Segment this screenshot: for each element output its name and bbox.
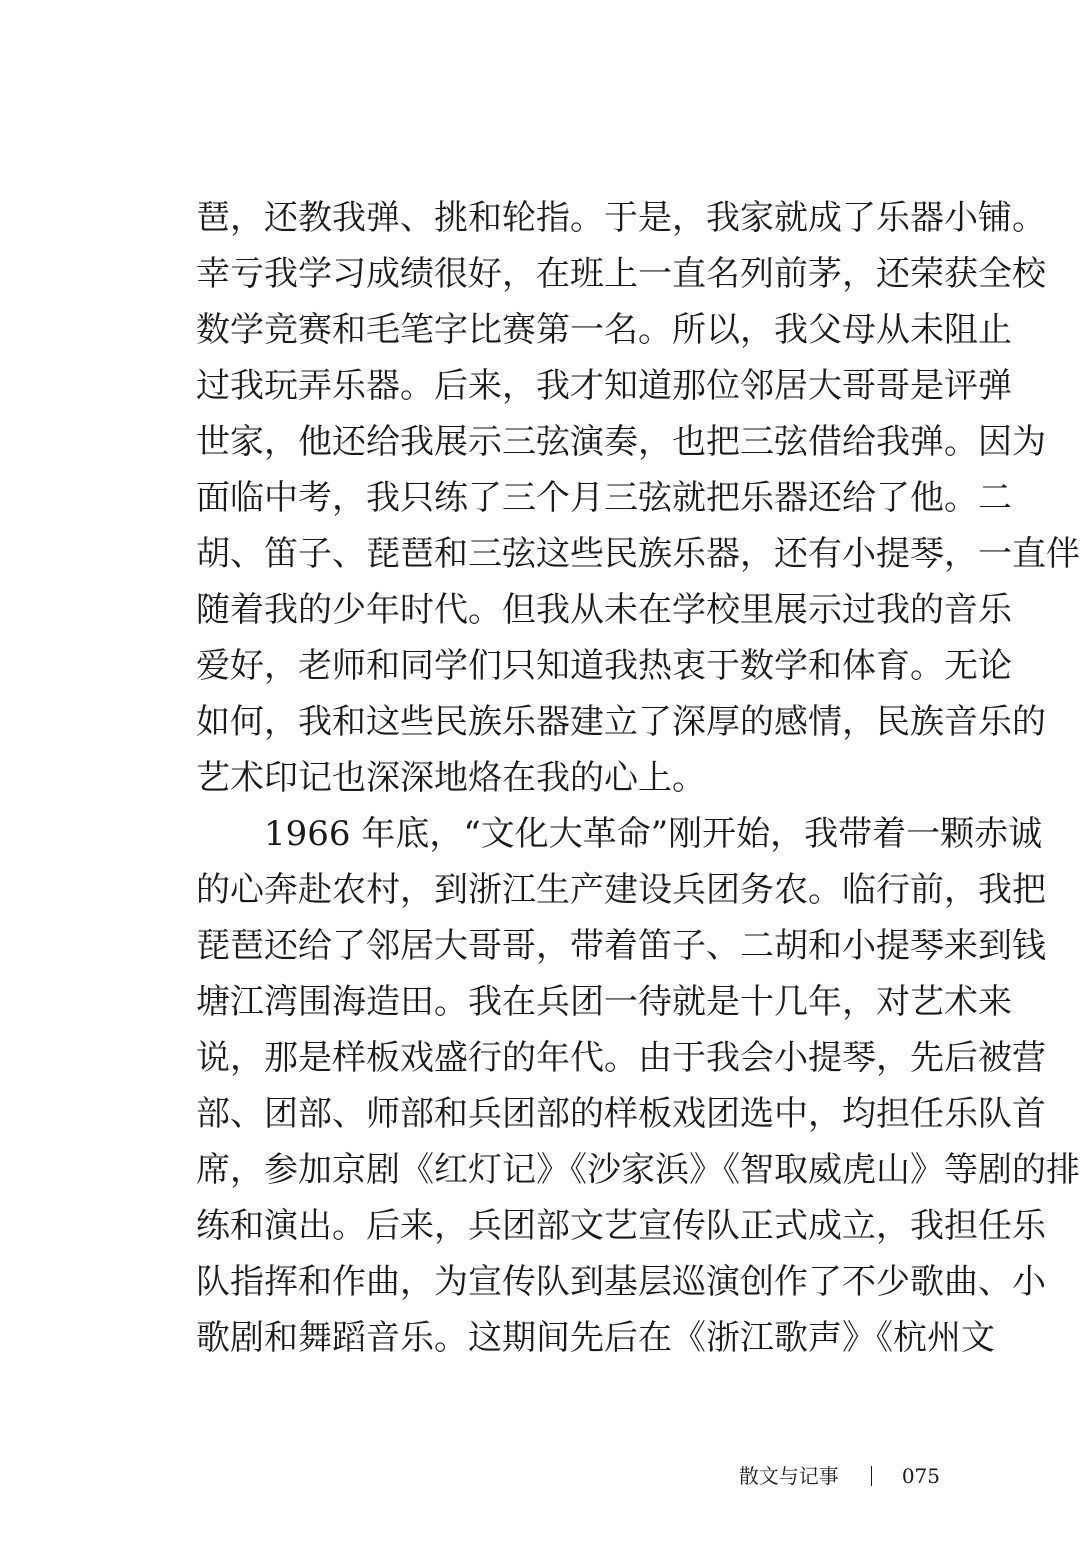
text-line: 1966 年底，“文化大革命”刚开始，我带着一颗赤诚 [196, 814, 1043, 854]
text-line: 琶，还教我弹、挑和轮指。于是，我家就成了乐器小铺。 [196, 198, 1046, 238]
paragraph-end-line: 艺术印记也深深地烙在我的心上。 [196, 758, 706, 798]
text-line: 部、团部、师部和兵团部的样板戏团选中，均担任乐队首 [196, 1094, 1046, 1134]
text-line: 琵琶还给了邻居大哥哥，带着笛子、二胡和小提琴来到钱 [196, 926, 1046, 966]
text-line: 胡、笛子、琵琶和三弦这些民族乐器，还有小提琴，一直伴 [196, 534, 1080, 574]
text-line: 幸亏我学习成绩很好，在班上一直名列前茅，还荣获全校 [196, 254, 1046, 294]
text-line: 说，那是样板戏盛行的年代。由于我会小提琴，先后被营 [196, 1038, 1046, 1078]
text-line: 的心奔赴农村，到浙江生产建设兵团务农。临行前，我把 [196, 870, 1046, 910]
body-text [196, 190, 1080, 1366]
text-line: 世家，他还给我展示三弦演奏，也把三弦借给我弹。因为 [196, 422, 1046, 462]
page-footer [739, 1462, 940, 1490]
text-line: 练和演出。后来，兵团部文艺宣传队正式成立，我担任乐 [196, 1206, 1046, 1246]
text-line: 歌剧和舞蹈音乐。这期间先后在《浙江歌声》《杭州文 [196, 1318, 995, 1358]
text-line: 数学竞赛和毛笔字比赛第一名。所以，我父母从未阻止 [196, 310, 1012, 350]
text-line: 席，参加京剧《红灯记》《沙家浜》《智取威虎山》等剧的排 [196, 1150, 1080, 1190]
text-line: 如何，我和这些民族乐器建立了深厚的感情，民族音乐的 [196, 702, 1046, 742]
text-line: 爱好，老师和同学们只知道我热衷于数学和体育。无论 [196, 646, 1012, 686]
text-line: 随着我的少年时代。但我从未在学校里展示过我的音乐 [196, 590, 1012, 630]
page-number: 075 [901, 1464, 940, 1488]
text-line: 过我玩弄乐器。后来，我才知道那位邻居大哥哥是评弹 [196, 366, 1012, 406]
section-title: 散文与记事 [738, 1464, 839, 1488]
text-line: 面临中考，我只练了三个月三弦就把乐器还给了他。二 [196, 478, 1012, 518]
footer-divider [871, 1466, 872, 1486]
text-line: 队指挥和作曲，为宣传队到基层巡演创作了不少歌曲、小 [196, 1262, 1046, 1302]
text-line: 塘江湾围海造田。我在兵团一待就是十几年，对艺术来 [196, 982, 1012, 1022]
